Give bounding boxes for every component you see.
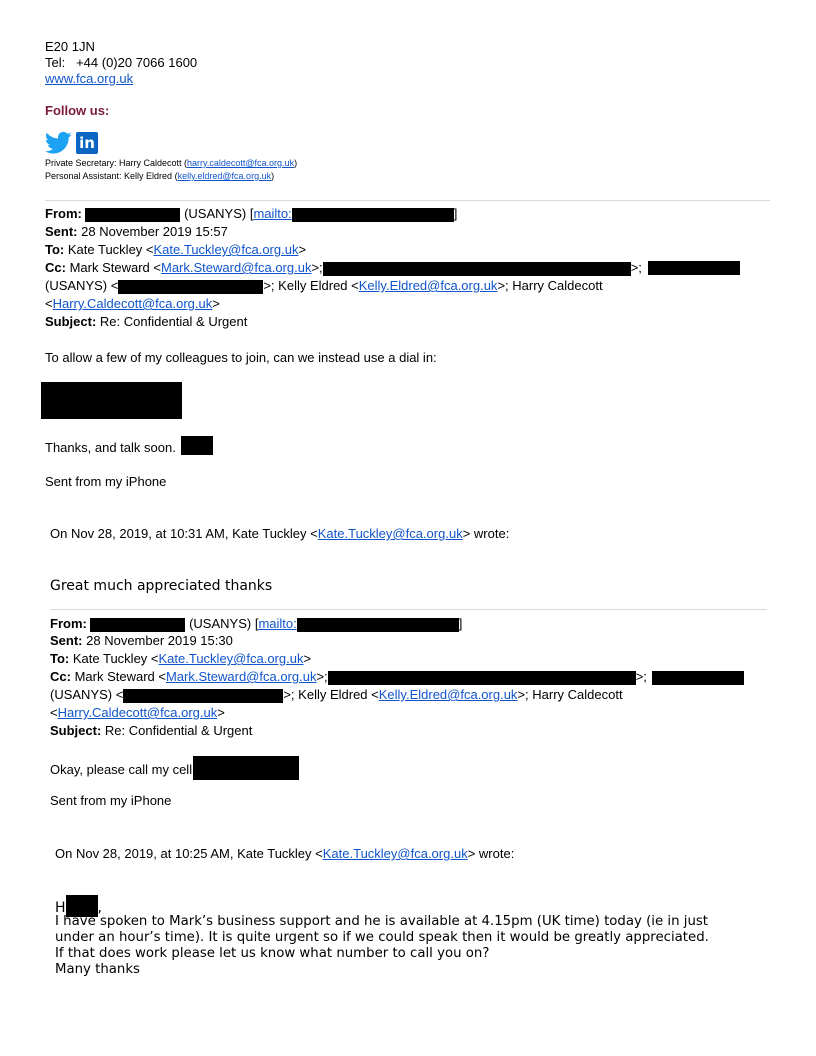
- email-link[interactable]: Kate.Tuckley@fca.org.uk: [153, 242, 299, 257]
- email1-from: From: (USANYS) [mailto: ]: [45, 206, 458, 221]
- redaction: [90, 618, 185, 632]
- email-link[interactable]: Harry.Caldecott@fca.org.uk: [57, 705, 218, 720]
- quote2-header: On Nov 28, 2019, at 10:25 AM, Kate Tuckley <Kate.Tuckley@fca.org.uk> wrote:: [55, 846, 515, 861]
- redaction: [297, 618, 459, 632]
- email-link[interactable]: Kate.Tuckley@fca.org.uk: [317, 526, 463, 541]
- redaction: [323, 262, 631, 276]
- email1-cc-line1: Cc: Mark Steward <Mark.Steward@fca.org.uk>; >;: [45, 260, 642, 275]
- pa-email-link[interactable]: kelly.eldred@fca.org.uk: [177, 171, 272, 181]
- quote2-line3: If that does work please let us know what number to call you on?: [55, 946, 490, 961]
- email-link[interactable]: Kate.Tuckley@fca.org.uk: [158, 651, 304, 666]
- email2-cc-line2: (USANYS) < >; Kelly Eldred <Kelly.Eldred@fca.org.uk>; Harry Caldecott: [50, 687, 623, 702]
- email-link[interactable]: Kate.Tuckley@fca.org.uk: [322, 846, 468, 861]
- email2-subject: Subject: Re: Confidential & Urgent: [50, 723, 253, 738]
- redaction: [41, 382, 182, 419]
- redaction: [193, 756, 299, 780]
- divider: [45, 200, 770, 201]
- email2-cc-line3: <Harry.Caldecott@fca.org.uk>: [50, 705, 225, 720]
- quote2-line1: I have spoken to Mark’s business support and he is available at 4.15pm (UK time) today (ie in just: [55, 914, 709, 929]
- email-link[interactable]: Harry.Caldecott@fca.org.uk: [52, 296, 213, 311]
- email-link[interactable]: Mark.Steward@fca.org.uk: [165, 669, 317, 684]
- quote2-greeting: H ,: [55, 895, 102, 917]
- email2-body-line2: Sent from my iPhone: [50, 793, 172, 808]
- email2-cc-line1: Cc: Mark Steward <Mark.Steward@fca.org.uk>; >;: [50, 669, 647, 684]
- email2-body-line1: Okay, please call my cell: [50, 762, 193, 777]
- divider: [50, 609, 767, 610]
- quote2-line2: under an hour’s time). It is quite urgent so if we could speak then it would be greatly appreciated.: [55, 930, 709, 945]
- quote2-line4: Many thanks: [55, 962, 140, 977]
- follow-us-label: Follow us:: [45, 103, 110, 118]
- postcode: E20 1JN: [45, 39, 95, 54]
- mailto-link[interactable]: mailto:: [253, 206, 292, 221]
- email1-to: To: Kate Tuckley <Kate.Tuckley@fca.org.uk>: [45, 242, 307, 257]
- email-link[interactable]: Kelly.Eldred@fca.org.uk: [378, 687, 518, 702]
- linkedin-icon[interactable]: in: [76, 132, 98, 154]
- ps-email-link[interactable]: harry.caldecott@fca.org.uk: [187, 158, 295, 168]
- twitter-icon[interactable]: [45, 131, 72, 155]
- email-link[interactable]: Kelly.Eldred@fca.org.uk: [358, 278, 498, 293]
- email-link[interactable]: Mark.Steward@fca.org.uk: [160, 260, 312, 275]
- email1-sent: Sent: 28 November 2019 15:57: [45, 224, 228, 239]
- email1-cc-line2: (USANYS) < >; Kelly Eldred <Kelly.Eldred@fca.org.uk>; Harry Caldecott: [45, 278, 603, 293]
- tel-number: +44 (0)20 7066 1600: [76, 55, 198, 70]
- personal-assistant-line: Personal Assistant: Kelly Eldred (kelly.eldred@fca.org.uk): [45, 171, 275, 181]
- email1-body-line1: To allow a few of my colleagues to join, can we instead use a dial in:: [45, 350, 437, 365]
- email1-body-line2: Thanks, and talk soon.: [45, 440, 176, 455]
- email1-body-line3: Sent from my iPhone: [45, 474, 167, 489]
- private-secretary-line: Private Secretary: Harry Caldecott (harry.caldecott@fca.org.uk): [45, 158, 298, 168]
- email2-to: To: Kate Tuckley <Kate.Tuckley@fca.org.uk>: [50, 651, 312, 666]
- email2-from: From: (USANYS) [mailto: ]: [50, 616, 463, 631]
- redaction: [292, 208, 454, 222]
- redaction: [181, 436, 213, 455]
- redaction: [85, 208, 180, 222]
- redaction: [648, 261, 740, 275]
- tel-label: Tel:: [45, 55, 66, 70]
- email1-cc-line3: <Harry.Caldecott@fca.org.uk>: [45, 296, 220, 311]
- redaction: [652, 671, 744, 685]
- mailto-link[interactable]: mailto:: [258, 616, 297, 631]
- quote1-header: On Nov 28, 2019, at 10:31 AM, Kate Tuckley <Kate.Tuckley@fca.org.uk> wrote:: [50, 526, 510, 541]
- email2-sent: Sent: 28 November 2019 15:30: [50, 633, 233, 648]
- email1-subject: Subject: Re: Confidential & Urgent: [45, 314, 248, 329]
- quote1-body: Great much appreciated thanks: [50, 578, 273, 594]
- redaction: [123, 689, 283, 703]
- redaction: [118, 280, 263, 294]
- website-link[interactable]: www.fca.org.uk: [45, 71, 134, 86]
- redaction: [328, 671, 636, 685]
